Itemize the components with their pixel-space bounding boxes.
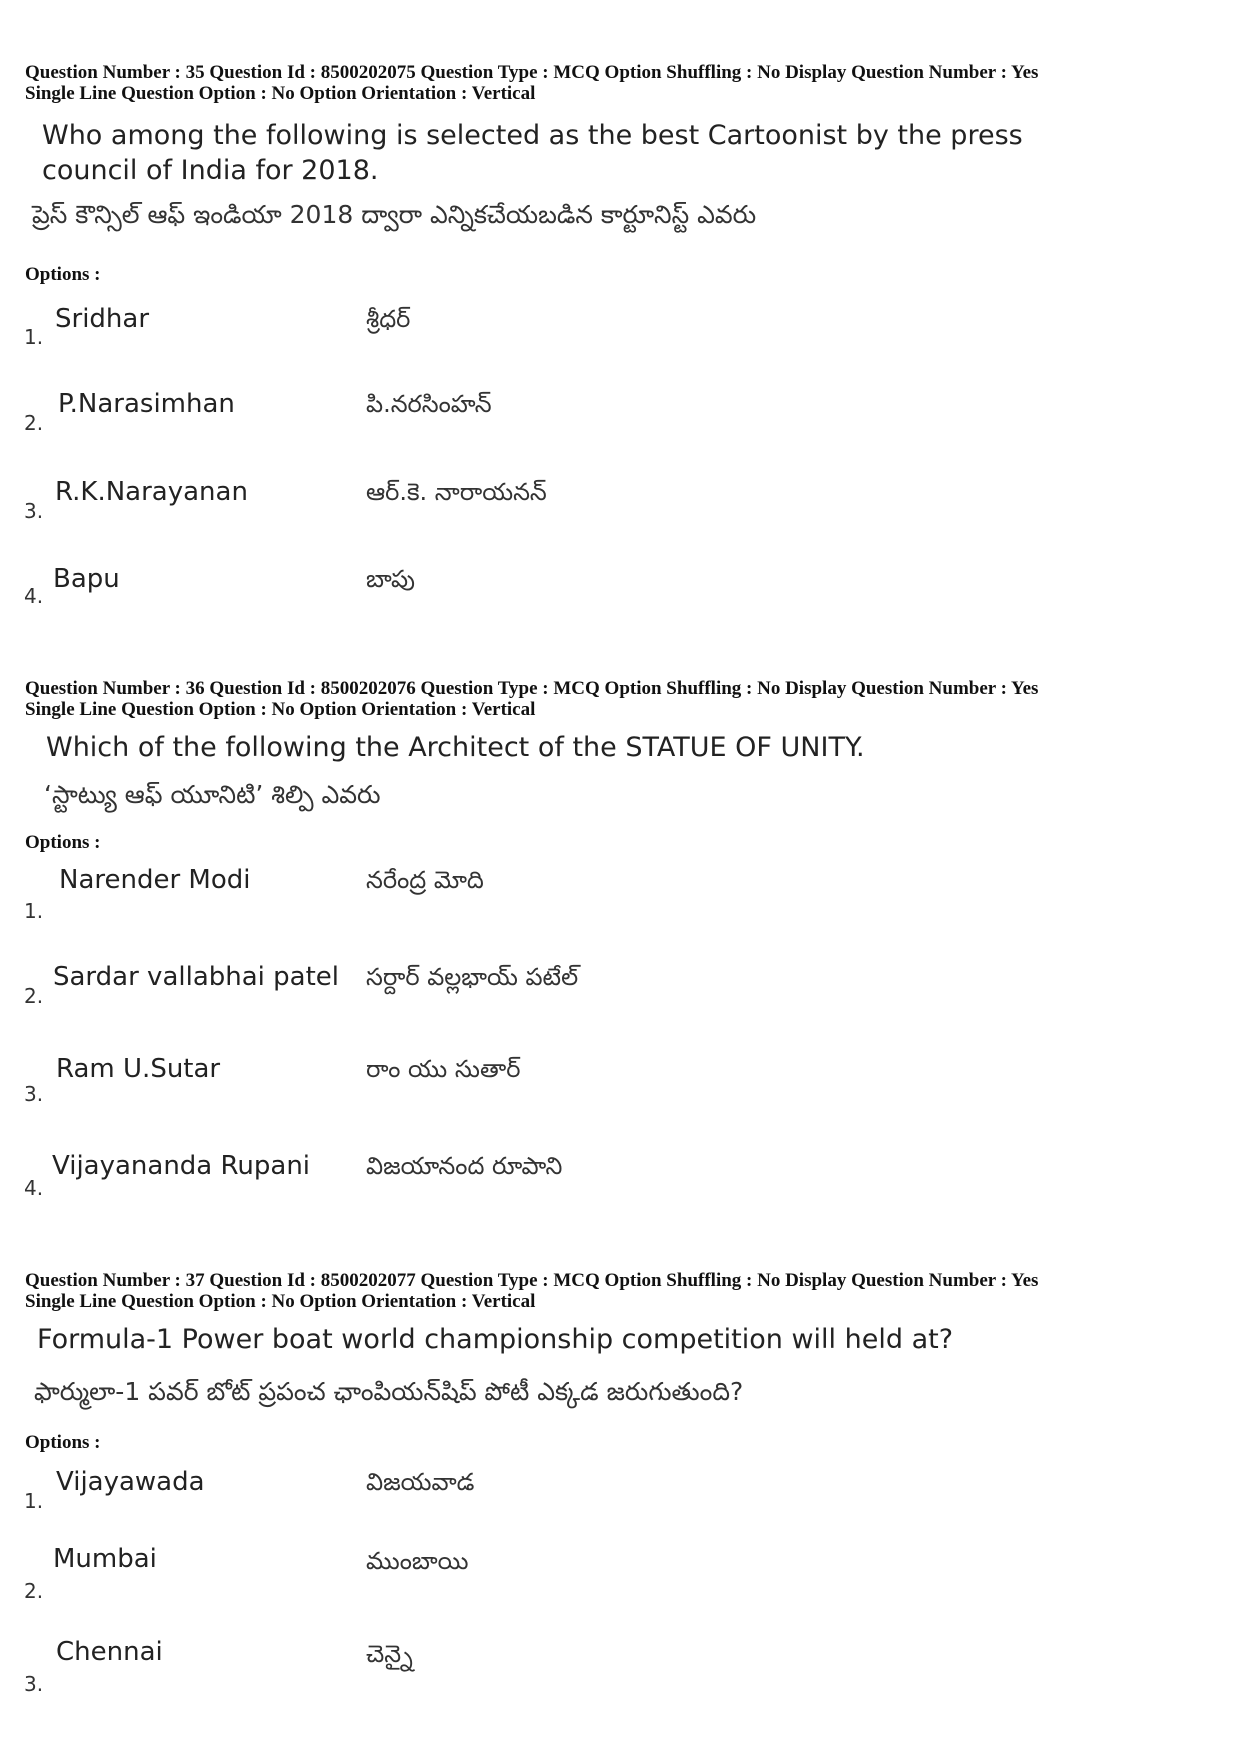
option-number: 4. [24,584,44,608]
option-text-te: నరేంద్ర మోది [366,866,484,894]
option-text-te: ఆర్.కె. నారాయనన్ [366,478,547,506]
option-text-en: Sardar vallabhai patel [53,962,340,992]
option-text-en: Vijayawada [56,1467,205,1497]
option-number: 3. [24,1672,44,1696]
options-label: Options : [25,1432,101,1453]
options-label: Options : [25,832,101,853]
option-text-en: Sridhar [55,304,150,334]
question-text-te: ప్రెస్ కౌన్సిల్ ఆఫ్ ఇండియా 2018 ద్వారా ఎన్నికచేయబడిన కార్టూనిస్ట్ ఎవరు [32,200,757,229]
option-number: 2. [24,984,44,1008]
question-text-en-line1: Which of the following the Architect of the STATUE OF UNITY. [46,732,865,763]
option-number: 1. [24,899,44,923]
option-text-te: శ్రీధర్ [366,305,411,333]
question-text-en [46,730,865,765]
option-text-en: Mumbai [53,1544,157,1574]
question-meta-line2: Single Line Question Option : No Option Orientation : Vertical [25,699,536,720]
option-number: 2. [24,411,44,435]
question-text-te: ఫార్ములా-1 పవర్ బోట్ ప్రపంచ ఛాంపియన్‌షిప్ పోటీ ఎక్కడ జరుగుతుంది? [34,1377,744,1406]
options-label: Options : [25,264,101,285]
question-text-en-line2: council of India for 2018. [42,155,379,186]
question-meta-line1: Question Number : 35 Question Id : 8500202075 Question Type : MCQ Option Shuffling : No Display Question Number : Yes [25,62,1039,83]
option-text-te: ముంబాయి [366,1547,469,1575]
option-text-te: విజయవాడ [366,1468,475,1496]
option-text-te: రాం యు సుతార్ [366,1055,521,1083]
option-text-te: విజయానంద రూపాని [366,1152,563,1180]
option-text-en: R.K.Narayanan [55,477,248,507]
question-meta-line1: Question Number : 36 Question Id : 8500202076 Question Type : MCQ Option Shuffling : No Display Question Number : Yes [25,678,1039,699]
option-text-en: Chennai [56,1637,163,1667]
question-text-en [37,1322,953,1357]
question-text-en-line1: Who among the following is selected as the best Cartoonist by the press [42,120,1023,151]
option-text-te: చెన్నై [366,1640,413,1668]
option-number: 4. [24,1176,44,1200]
option-number: 2. [24,1579,44,1603]
option-text-en: Vijayananda Rupani [52,1151,311,1181]
question-text-en [42,118,1023,188]
option-number: 1. [24,1489,44,1513]
option-text-en: Narender Modi [59,865,251,895]
question-text-te: ‘స్టాట్యు ఆఫ్ యూనిటి’ శిల్పి ఎవరు [44,780,381,809]
option-number: 3. [24,499,44,523]
question-meta-line2: Single Line Question Option : No Option Orientation : Vertical [25,83,536,104]
option-text-en: Bapu [53,564,120,594]
option-text-en: Ram U.Sutar [56,1054,221,1084]
option-text-te: బాపు [366,565,415,593]
question-text-en-line1: Formula-1 Power boat world championship competition will held at? [37,1324,954,1355]
question-meta-line1: Question Number : 37 Question Id : 8500202077 Question Type : MCQ Option Shuffling : No Display Question Number : Yes [25,1270,1039,1291]
option-number: 3. [24,1082,44,1106]
option-text-en: P.Narasimhan [58,389,235,419]
question-meta-line2: Single Line Question Option : No Option Orientation : Vertical [25,1291,536,1312]
option-number: 1. [24,325,44,349]
option-text-te: పి.నరసింహన్ [366,390,492,418]
option-text-te: సర్దార్ వల్లభాయ్ పటేల్ [366,963,579,991]
